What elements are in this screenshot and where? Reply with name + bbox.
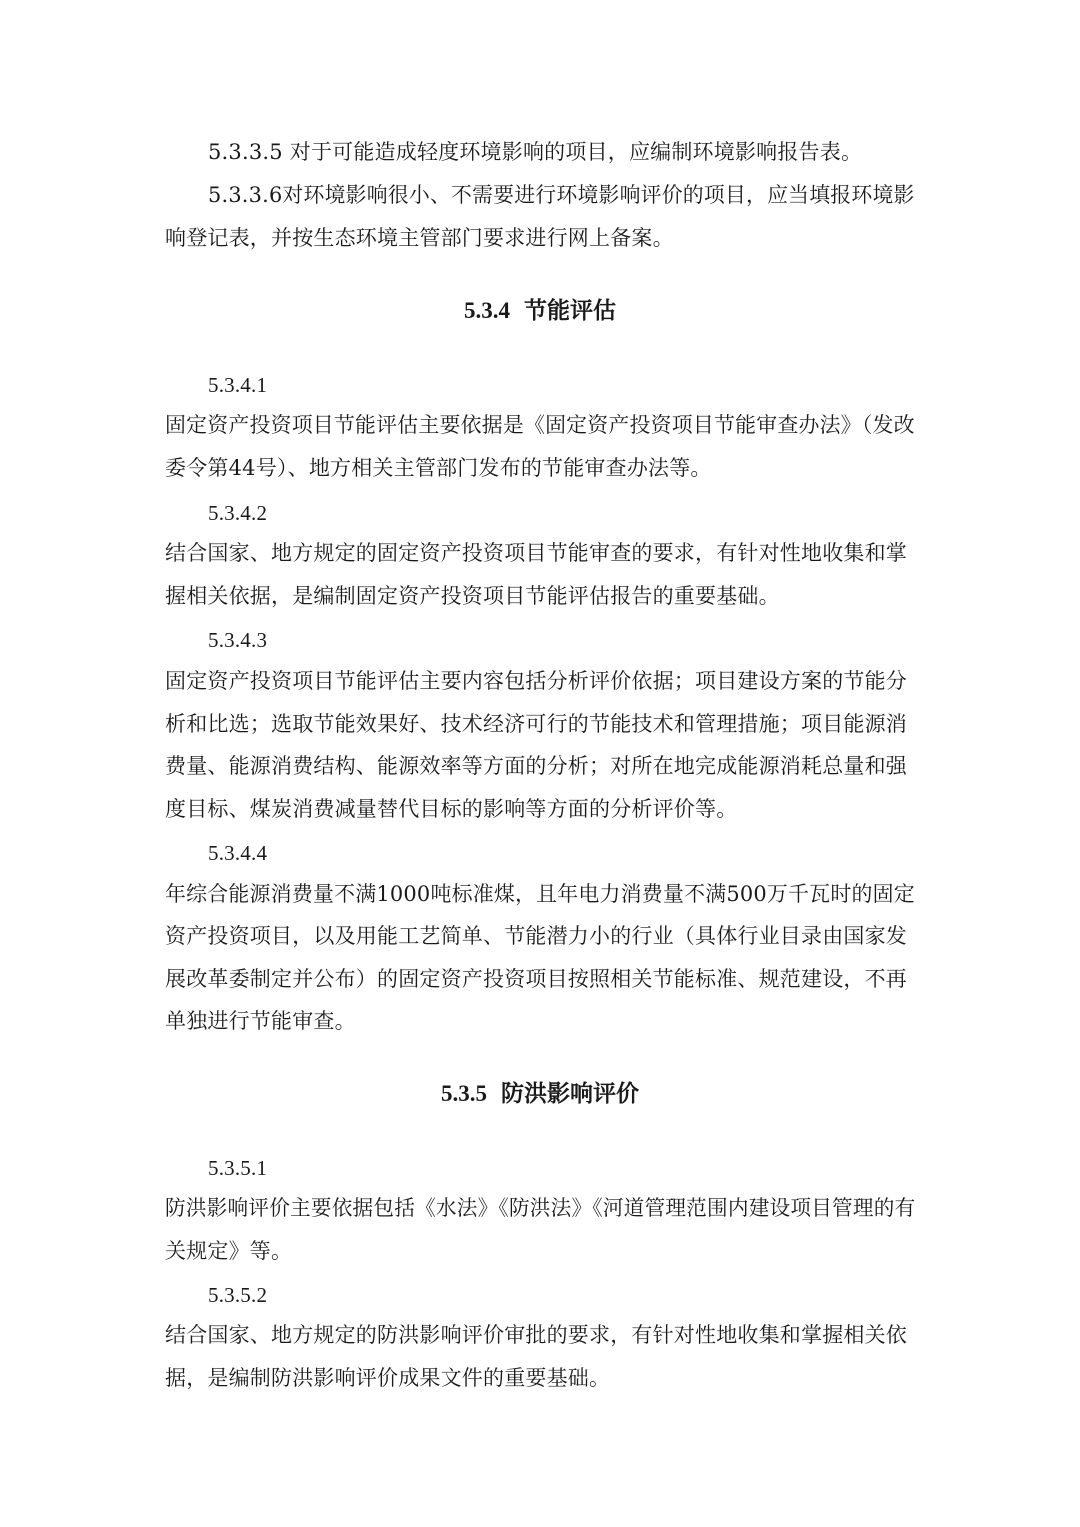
section-number: 5.3.4 bbox=[464, 298, 510, 323]
clause-text-line: 结合国家、地方规定的防洪影响评价审批的要求，有针对性地收集和掌握相关依 bbox=[165, 1323, 907, 1347]
clause-text-line: 关规定》等。 bbox=[165, 1239, 293, 1263]
clause-text-line: 据，是编制防洪影响评价成果文件的重要基础。 bbox=[165, 1366, 611, 1390]
clause-text-line: 防洪影响评价主要依据包括《水法》《防洪法》《河道管理范围内建设项目管理的有 bbox=[165, 1196, 916, 1220]
paragraph-5-3-3-6-line-2: 响登记表，并按生态环境主管部门要求进行网上备案。 bbox=[165, 226, 674, 250]
clause-text-line: 单独进行节能审查。 bbox=[165, 1009, 356, 1033]
paragraph-5-3-3-5: 5.3.3.5 对于可能造成轻度环境影响的项目，应编制环境影响报告表。 bbox=[208, 140, 863, 164]
clause-text-line: 固定资产投资项目节能评估主要内容包括分析评价依据；项目建设方案的节能分 bbox=[165, 669, 907, 693]
clause-text-line: 度目标、煤炭消费减量替代目标的影响等方面的分析评价等。 bbox=[165, 797, 738, 821]
section-heading-5-3-4 bbox=[0, 296, 1080, 326]
clause-text-line: 费量、能源消费结构、能源效率等方面的分析；对所在地完成能源消耗总量和强 bbox=[165, 754, 907, 778]
clause-number-5-3-4-4: 5.3.4.4 bbox=[208, 841, 268, 865]
section-title: 防洪影响评价 bbox=[501, 1080, 639, 1107]
clause-text-line: 析和比选；选取节能效果好、技术经济可行的节能技术和管理措施；项目能源消 bbox=[165, 712, 907, 736]
clause-text-line: 固定资产投资项目节能评估主要依据是《固定资产投资项目节能审查办法》（发改 bbox=[165, 413, 915, 437]
clause-text-line: 委令第44号）、地方相关主管部门发布的节能审查办法等。 bbox=[165, 456, 712, 480]
section-number: 5.3.5 bbox=[441, 1081, 487, 1106]
paragraph-5-3-3-6-line-1: 5.3.3.6对环境影响很小、不需要进行环境影响评价的项目，应当填报环境影 bbox=[208, 183, 915, 207]
clause-text-line: 年综合能源消费量不满1000吨标准煤，且年电力消费量不满500万千瓦时的固定 bbox=[165, 882, 915, 906]
clause-number-5-3-4-3: 5.3.4.3 bbox=[208, 628, 268, 652]
clause-text-line: 资产投资项目，以及用能工艺简单、节能潜力小的行业（具体行业目录由国家发 bbox=[165, 924, 907, 948]
clause-text-line: 握相关依据，是编制固定资产投资项目节能评估报告的重要基础。 bbox=[165, 584, 780, 608]
section-heading-5-3-5 bbox=[0, 1079, 1080, 1109]
clause-text-line: 结合国家、地方规定的固定资产投资项目节能审查的要求，有针对性地收集和掌 bbox=[165, 541, 907, 565]
section-title: 节能评估 bbox=[524, 297, 616, 324]
clause-text-line: 展改革委制定并公布）的固定资产投资项目按照相关节能标准、规范建设，不再 bbox=[165, 967, 907, 991]
clause-number-5-3-4-2: 5.3.4.2 bbox=[208, 501, 268, 525]
clause-number-5-3-4-1: 5.3.4.1 bbox=[208, 373, 268, 397]
clause-number-5-3-5-1: 5.3.5.1 bbox=[208, 1156, 268, 1180]
clause-number-5-3-5-2: 5.3.5.2 bbox=[208, 1283, 268, 1307]
